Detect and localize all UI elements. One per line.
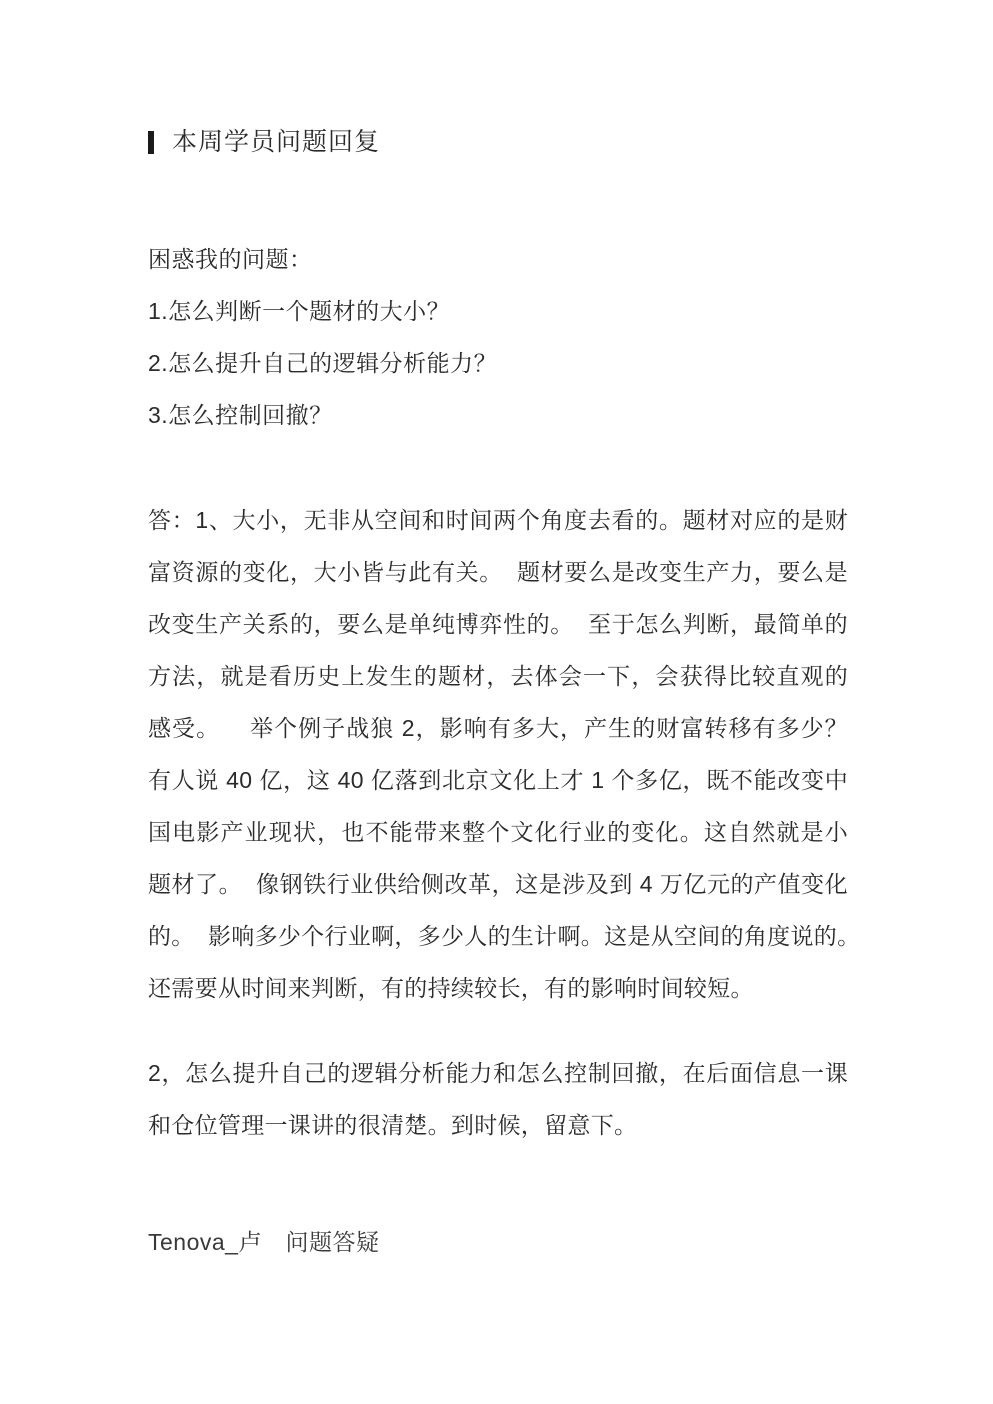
title-bar-marker-icon bbox=[148, 131, 154, 154]
answer-paragraph bbox=[148, 494, 861, 1014]
answer-line: 还需要从时间来判断，有的持续较长，有的影响时间较短。 bbox=[148, 975, 754, 1001]
answer-line: 改变生产关系的，要么是单纯博弈性的。 至于怎么判断，最简单的 bbox=[148, 611, 848, 637]
answer-line: 国电影产业现状，也不能带来整个文化行业的变化。这自然就是小 bbox=[148, 819, 848, 845]
answer-line: 答：1、大小，无非从空间和时间两个角度去看的。题材对应的是财 bbox=[148, 507, 848, 533]
answer-line: 富资源的变化，大小皆与此有关。 题材要么是改变生产力，要么是 bbox=[148, 559, 848, 585]
section-2-line: 和仓位管理一课讲的很清楚。到时候，留意下。 bbox=[148, 1112, 638, 1138]
page-title bbox=[148, 127, 380, 157]
answer-line: 题材了。 像钢铁行业供给侧改革，这是涉及到 4 万亿元的产值变化 bbox=[148, 871, 848, 897]
answer-line: 感受。 举个例子战狼 2，影响有多大，产生的财富转移有多少？ bbox=[148, 715, 848, 741]
questions-section bbox=[148, 233, 848, 441]
page-title-text: 本周学员问题回复 bbox=[172, 128, 381, 156]
answer-line: 有人说 40 亿，这 40 亿落到北京文化上才 1 个多亿，既不能改变中 bbox=[148, 767, 848, 793]
section-2-paragraph bbox=[148, 1047, 848, 1151]
question-item-3: 3.怎么控制回撤？ bbox=[148, 402, 333, 428]
question-item-1: 1.怎么判断一个题材的大小？ bbox=[148, 298, 451, 324]
section-2-line: 2，怎么提升自己的逻辑分析能力和怎么控制回撤，在后面信息一课 bbox=[148, 1060, 848, 1086]
questions-heading: 困惑我的问题： bbox=[148, 246, 313, 272]
answer-line: 的。 影响多少个行业啊，多少人的生计啊。这是从空间的角度说的。 bbox=[148, 923, 861, 949]
answer-line: 方法，就是看历史上发生的题材，去体会一下，会获得比较直观的 bbox=[148, 663, 848, 689]
signature-line: Tenova_卢 问题答疑 bbox=[148, 1229, 380, 1255]
question-item-2: 2.怎么提升自己的逻辑分析能力？ bbox=[148, 350, 498, 376]
